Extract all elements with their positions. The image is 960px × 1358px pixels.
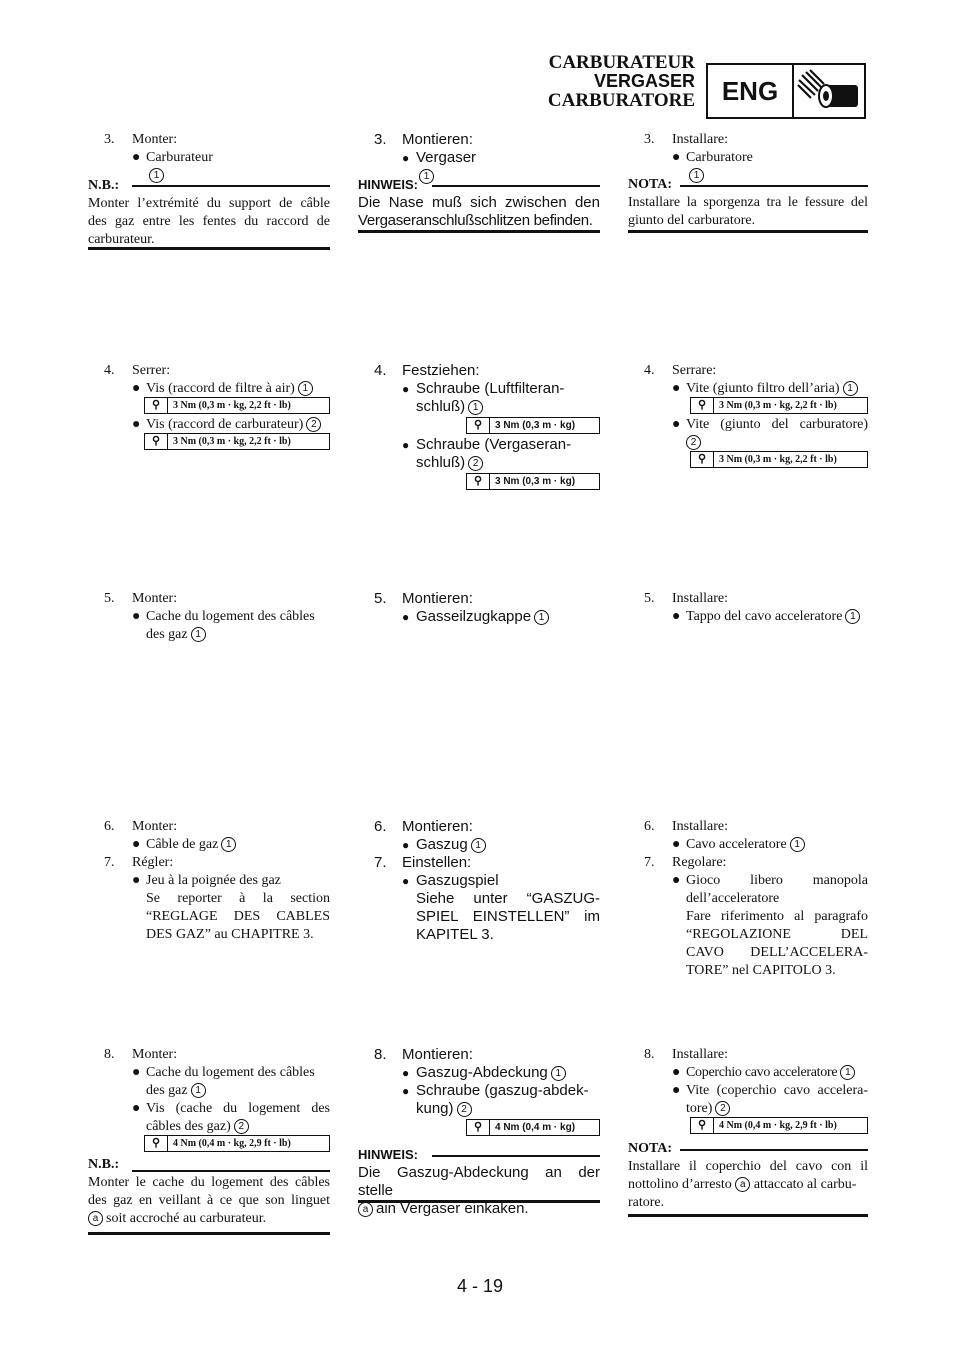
step-detail — [146, 890, 330, 944]
step-verb: Montieren: — [402, 590, 473, 607]
torque-value: 3 Nm (0,3 m · kg) — [495, 420, 576, 431]
bullet-text: Cache du logement des câbles — [146, 1065, 315, 1080]
note-line: soit accroché au carburateur. — [106, 1211, 267, 1226]
note-line: giunto del carburatore. — [628, 213, 756, 228]
step-verb: Serrare: — [672, 363, 717, 378]
bullet-text: Gioco libero manopola — [686, 873, 868, 888]
step-number: 8. — [644, 1047, 655, 1062]
note-title: NOTA: — [628, 177, 673, 192]
wrench-icon: ⚲ — [145, 398, 168, 413]
bullet-text: tore) — [686, 1101, 713, 1116]
note-it-2 — [628, 1140, 868, 1212]
wrench-icon: ⚲ — [145, 1136, 168, 1151]
wrench-icon: ⚲ — [467, 1120, 490, 1135]
wrench-icon: ⚲ — [691, 398, 714, 413]
note-fr-1 — [88, 177, 330, 249]
note-line: nottolino d’arresto — [628, 1177, 732, 1192]
step-verb: Installare: — [672, 819, 728, 834]
torque-value: 4 Nm (0,4 m · kg) — [495, 1122, 576, 1133]
step-verb: Montieren: — [402, 818, 473, 835]
torque-value: 4 Nm (0,4 m · kg, 2,9 ft · lb) — [173, 1138, 291, 1149]
step-detail — [686, 908, 868, 980]
note-title: HINWEIS: — [358, 177, 418, 192]
bullet-text: Gasseilzugkappe — [416, 608, 532, 625]
note-line: Vergaseranschlußschlitzen befinden. — [358, 212, 593, 229]
torque-value: 3 Nm (0,3 m · kg, 2,2 ft · lb) — [719, 400, 837, 411]
bullet-text: Cavo acceleratore — [686, 837, 787, 852]
note-body — [628, 194, 868, 230]
note-line: des gaz entre les fentes du raccord de — [88, 214, 330, 229]
note-body — [358, 1164, 600, 1218]
note-line: Die Nase muß sich zwischen den — [358, 194, 600, 211]
header-title-it: CARBURATORE — [547, 90, 695, 111]
detail-line: KAPITEL 3. — [416, 926, 494, 943]
callout-letter: a — [735, 1177, 750, 1192]
bullet-text: Gaszug-Abdeckung — [416, 1064, 548, 1081]
note-line: des gaz en veillant à ce que son linguet — [88, 1193, 330, 1208]
step-number: 8. — [104, 1047, 115, 1062]
callout-number: 1 — [534, 610, 549, 625]
torque-value: 3 Nm (0,3 m · kg, 2,2 ft · lb) — [173, 436, 291, 447]
bullet-text: Vis (cache du logement des — [146, 1101, 330, 1116]
callout-number: 1 — [551, 1066, 566, 1081]
note-line: ain Vergaser einkaken. — [376, 1200, 529, 1217]
callout-number: 1 — [191, 1083, 206, 1098]
note-body — [88, 1174, 330, 1228]
torque-spec — [144, 433, 330, 450]
callout-number: 1 — [471, 838, 486, 853]
wrench-icon: ⚲ — [467, 418, 490, 433]
bullet-text: Câble de gaz — [146, 837, 219, 852]
callout-number: 1 — [843, 381, 858, 396]
note-body — [358, 194, 600, 230]
bullet-text: schluß) — [416, 454, 466, 471]
step-verb: Régler: — [132, 855, 174, 870]
step-number: 4. — [104, 363, 115, 378]
note-body — [88, 195, 330, 249]
step-verb: Monter: — [132, 132, 178, 147]
callout-number: 1 — [790, 837, 805, 852]
wrench-icon: ⚲ — [145, 434, 168, 449]
bullet-text: Carburatore — [686, 150, 753, 165]
step-verb: Serrer: — [132, 363, 171, 378]
callout-letter: a — [358, 1202, 373, 1217]
detail-line: Siehe unter “GASZUG- — [416, 890, 600, 907]
torque-spec — [690, 451, 868, 468]
callout-number: 1 — [689, 168, 704, 183]
note-line: Die Gaszug-Abdeckung an der stelle — [358, 1164, 600, 1199]
note-line: carburateur. — [88, 232, 155, 247]
step-verb: Montieren: — [402, 131, 473, 148]
bullet-text: Vergaser — [416, 149, 477, 166]
note-line: Monter le cache du logement des câbles — [88, 1175, 330, 1190]
step-number: 6. — [374, 818, 387, 835]
torque-value: 4 Nm (0,4 m · kg, 2,9 ft · lb) — [719, 1120, 837, 1131]
page-number: 4 - 19 — [456, 1276, 504, 1296]
step-verb: Monter: — [132, 591, 178, 606]
bullet-text: Vis (raccord de carburateur) — [146, 417, 304, 432]
step-detail — [416, 890, 600, 944]
torque-spec — [466, 1119, 600, 1136]
bullet-text: des gaz — [146, 1083, 188, 1098]
note-line: Monter l’extrémité du support de câble — [88, 196, 330, 211]
bullet-text: Schraube (gaszug-abdek- — [416, 1082, 589, 1099]
bullet-text: Cache du logement des câbles — [146, 609, 315, 624]
bullet-text: Carburateur — [146, 150, 213, 165]
bullet-text: câbles des gaz) — [146, 1119, 231, 1134]
step-number: 6. — [644, 819, 655, 834]
callout-number: 2 — [686, 435, 701, 450]
step-number: 4. — [374, 362, 387, 379]
detail-line: Fare riferimento al paragrafo — [686, 909, 868, 924]
wrench-icon: ⚲ — [691, 452, 714, 467]
callout-number: 2 — [468, 456, 483, 471]
bullet-text: dell’acceleratore — [686, 891, 780, 906]
bullet-text: kung) — [416, 1100, 454, 1117]
step-number: 5. — [374, 590, 387, 607]
torque-value: 3 Nm (0,3 m · kg) — [495, 476, 576, 487]
note-it-1 — [628, 176, 868, 230]
callout-number: 1 — [468, 400, 483, 415]
detail-line: DES GAZ” au CHAPITRE 3. — [146, 927, 314, 942]
step-verb: Regolare: — [672, 855, 727, 870]
torque-spec — [690, 397, 868, 414]
step-number: 3. — [104, 132, 115, 147]
callout-number: 2 — [234, 1119, 249, 1134]
step-verb: Installare: — [672, 132, 728, 147]
callout-number: 1 — [845, 609, 860, 624]
note-title: N.B.: — [88, 178, 120, 193]
bullet-text: Coperchio cavo acceleratore — [686, 1065, 838, 1080]
detail-line: CAVO DELL’ACCELERA- — [686, 945, 868, 960]
callout-number: 1 — [191, 627, 206, 642]
detail-line: “REGLAGE DES CABLES — [146, 909, 330, 924]
step-verb: Montieren: — [402, 1046, 473, 1063]
bullet-text: Schraube (Luftfilteran- — [416, 380, 565, 397]
step-number: 4. — [644, 363, 655, 378]
step-verb: Installare: — [672, 591, 728, 606]
step-number: 6. — [104, 819, 115, 834]
bullet-text: Vite (coperchio cavo accelera- — [686, 1083, 868, 1098]
section-badge-label: ENG — [708, 65, 794, 117]
detail-line: SPIEL EINSTELLEN” im — [416, 908, 600, 925]
note-line: attaccato al carbu- — [753, 1177, 857, 1192]
bullet-text: des gaz — [146, 627, 188, 642]
step-number: 3. — [374, 131, 387, 148]
torque-spec — [466, 473, 600, 490]
torque-spec — [690, 1117, 868, 1134]
callout-number: 1 — [221, 837, 236, 852]
bullet-text: Schraube (Vergaseran- — [416, 436, 572, 453]
step-number: 7. — [104, 855, 115, 870]
callout-letter: a — [88, 1211, 103, 1226]
wrench-icon: ⚲ — [467, 474, 490, 489]
note-de-1 — [358, 176, 600, 230]
step-verb: Festziehen: — [402, 362, 480, 379]
bullet-text: Vis (raccord de filtre à air) — [146, 381, 295, 396]
header-title-de: VERGASER — [593, 71, 695, 91]
note-fr-2 — [88, 1156, 330, 1228]
step-number: 5. — [644, 591, 655, 606]
step-verb: Monter: — [132, 819, 178, 834]
step-verb: Installare: — [672, 1047, 728, 1062]
step-number: 7. — [644, 855, 655, 870]
bullet-text: schluß) — [416, 398, 466, 415]
bullet-text: Gaszugspiel — [416, 872, 499, 889]
detail-line: “REGOLAZIONE DEL — [686, 927, 868, 942]
callout-number: 2 — [457, 1102, 472, 1117]
torque-value: 3 Nm (0,3 m · kg, 2,2 ft · lb) — [173, 400, 291, 411]
callout-number: 1 — [298, 381, 313, 396]
callout-number: 2 — [715, 1101, 730, 1116]
engine-piston-icon — [796, 67, 862, 115]
bullet-text: Gaszug — [416, 836, 468, 853]
callout-number: 1 — [840, 1065, 855, 1080]
note-title: N.B.: — [88, 1157, 120, 1172]
step-verb: Monter: — [132, 1047, 178, 1062]
detail-line: Se reporter à la section — [146, 891, 330, 906]
note-title: NOTA: — [628, 1141, 673, 1156]
callout-number: 1 — [149, 168, 164, 183]
torque-spec — [144, 1135, 330, 1152]
detail-line: TORE” nel CAPITOLO 3. — [686, 963, 836, 978]
callout-number: 1 — [419, 169, 434, 184]
step-number: 5. — [104, 591, 115, 606]
note-line: Installare la sporgenza tra le fessure del — [628, 195, 868, 210]
note-de-2 — [358, 1146, 600, 1218]
note-line: Installare il coperchio del cavo con il — [628, 1159, 868, 1174]
step-number: 8. — [374, 1046, 387, 1063]
torque-value: 3 Nm (0,3 m · kg, 2,2 ft · lb) — [719, 454, 837, 465]
note-body — [628, 1158, 868, 1212]
header-title-fr: CARBURATEUR — [548, 52, 695, 73]
torque-spec — [466, 417, 600, 434]
note-title: HINWEIS: — [358, 1147, 418, 1162]
note-line: ratore. — [628, 1195, 665, 1210]
callout-number: 2 — [306, 417, 321, 432]
step-number: 3. — [644, 132, 655, 147]
bullet-text: Vite (giunto del carburatore) — [686, 417, 868, 432]
bullet-text: Jeu à la poignée des gaz — [146, 873, 281, 888]
step-number: 7. — [374, 854, 387, 871]
header-title-block — [520, 53, 695, 110]
section-badge — [706, 63, 866, 119]
step-verb: Einstellen: — [402, 854, 472, 871]
bullet-text: Tappo del cavo acceleratore — [686, 609, 843, 624]
wrench-icon: ⚲ — [691, 1118, 714, 1133]
bullet-text: Vite (giunto filtro dell’aria) — [686, 381, 840, 396]
torque-spec — [144, 397, 330, 414]
